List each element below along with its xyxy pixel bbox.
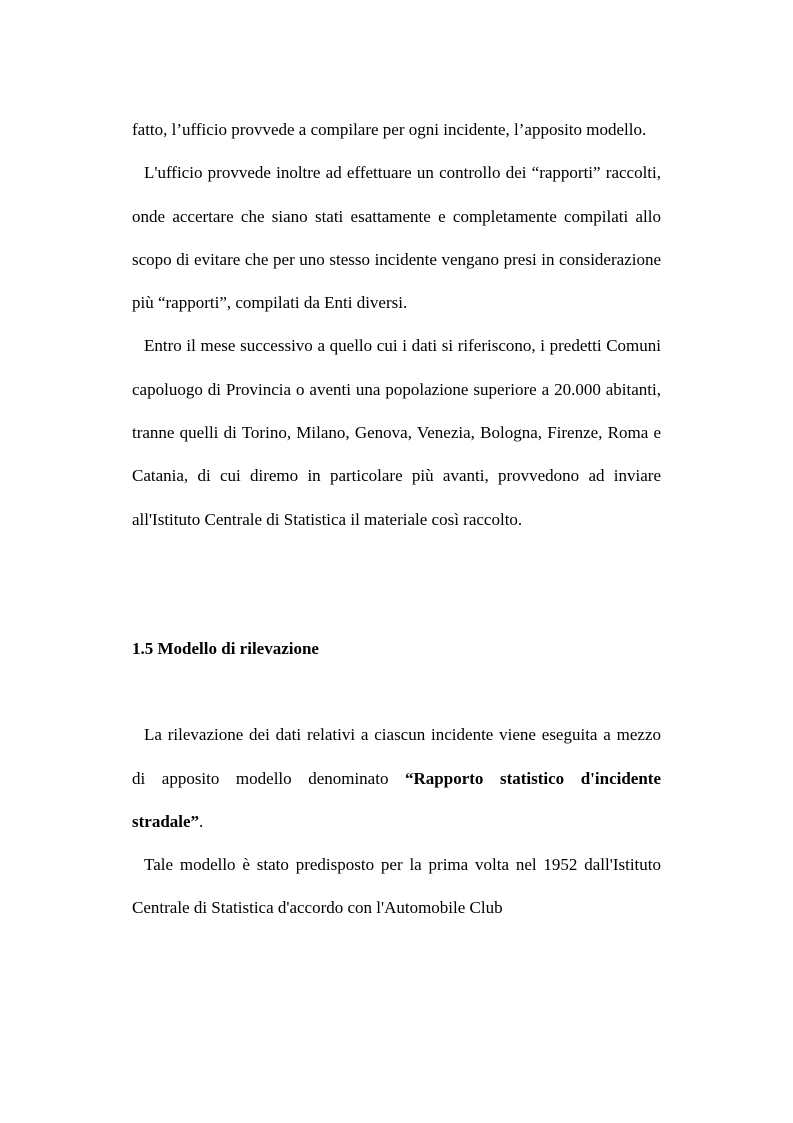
paragraph-5: Tale modello è stato predisposto per la prima volta nel 1952 dall'Istituto Centrale di Statistica d'accordo con l'Automobile Club [132,855,661,918]
form-title-bold: “Rapporto statistico d'incidente stradale” [132,768,661,831]
spacer [132,670,661,713]
spacer [132,541,661,627]
paragraph-1: fatto, l’ufficio provvede a compilare per ogni incidente, l’apposito modello. [132,120,647,139]
paragraph-3: Entro il mese successivo a quello cui i dati si riferiscono, i predetti Comuni capoluogo di Provincia o aventi una popolazione superiore a 20.000 abitanti, tranne quelli di Torino, Milano, Genova, Venezia, Bologna, Firenze, Roma e Catania, di cui diremo in particolare più avanti, provvedono ad inviare all'Istituto Centrale di Statistica il materiale così raccolto. [132,336,661,529]
document-page [132,108,661,930]
section-heading: 1.5 Modello di rilevazione [132,638,319,658]
paragraph-4 [132,713,661,843]
paragraph-4-text: La rilevazione dei dati relativi a ciascun incidente viene eseguita a mezzo di apposito modello denominato [132,725,661,788]
paragraph-2: L'ufficio provvede inoltre ad effettuare un controllo dei “rapporti” raccolti, onde accertare che siano stati esattamente e completamente compilati allo scopo di evitare che per uno stesso incidente vengano presi in considerazione più “rapporti”, compilati da Enti diversi. [132,163,661,313]
paragraph-4-end: . [199,811,204,831]
